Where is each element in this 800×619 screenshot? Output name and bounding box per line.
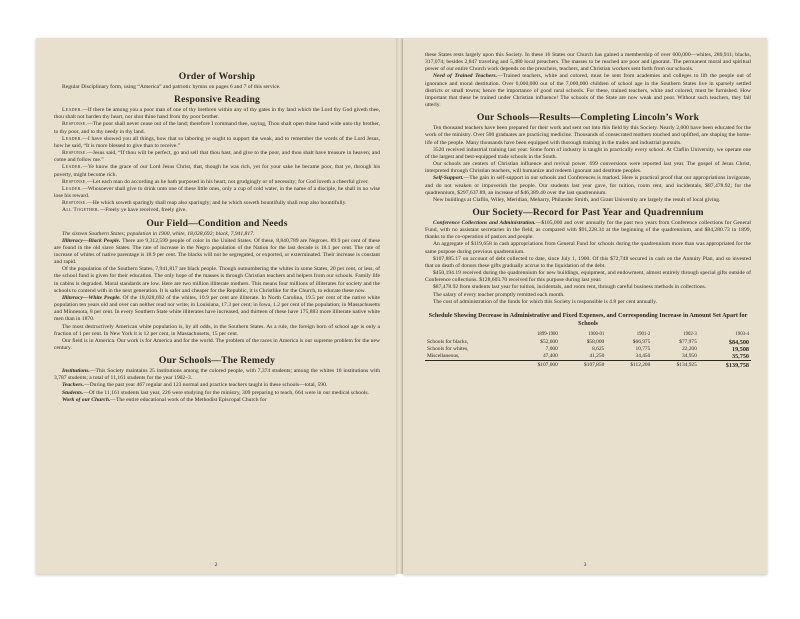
schedule-total-row	[425, 360, 751, 369]
right-page	[403, 38, 767, 574]
remedy-teachers: Teachers.—During the past year 467 regular and 123 normal and practice teachers taught in these schools—total, 590.	[62, 382, 328, 389]
church-work-continued: these States rests largely upon this Society. In these 16 States our Church has gained a membership of over 600,000—whites, 280,911; blacks, 317,074; besides 2,847 traveling and 5,480 local preachers. The masses to be reached are poor and ignorant. The permanent moral and spiritual power of our entire Church work depends on the preachers, teachers, and Christian workers sent forth from our schools.	[425, 52, 751, 73]
schedule-cell: 22,200	[681, 345, 697, 352]
reading-role: All Together.	[62, 207, 100, 214]
order-of-worship-heading: Order of Worship	[178, 71, 256, 82]
schedule-body	[425, 339, 751, 369]
record-heading: Our Society—Record for Past Year and Quadrennium	[472, 206, 704, 218]
schedule-cell: 10,775	[635, 345, 651, 352]
schedule-header-row	[425, 332, 751, 339]
schedule-title: Schedule Showing Decrease in Administrative and Fixed Expenses, and Corresponding Increase in Amount Set Apart for Schools	[428, 311, 748, 327]
schedule-cell: 8,625	[592, 345, 605, 352]
schedule-cell: 47,400	[542, 352, 558, 359]
schedule-cell: 41,250	[589, 352, 605, 359]
reading-verse	[54, 136, 380, 150]
left-page	[36, 38, 396, 574]
responsive-reading	[54, 107, 380, 214]
new-buildings: New buildings at Claflin, Wiley, Meridian, Meharry, Philander Smith, and Grant University are largely the result of local giving.	[433, 196, 721, 203]
schedule-cell: 7,000	[545, 345, 558, 352]
reading-text: —The poor shall never cease out of the land; therefore I command thee, saying, Thou shalt open thine hand wide unto thy brother, to thy poor, and to thy needy in thy land.	[54, 121, 380, 135]
field-illiteracy-black: Illiteracy—Black People. There are 9,312,599 people of color in the United States. Of these, 8,840,789 are Negroes. 89.9 per cent of these are found in the old slave States. The rate of increase in the Negro population of the Nation for the last decade is 18.1 per cent. The rate of increase of whites of native parentage is 18.9 per cent. The blacks will not be segregated, or exported, or exterminated. Their increase is constant and rapid.	[54, 237, 380, 266]
schedule-year: 1900-01	[588, 331, 605, 337]
remedy-institutions: Institutions.—This Society maintains 25 institutions among the colored people, with 7,374 students; among the whites 16 institutions with 3,787 students; a total of 11,161 students for the year 1902–3.	[54, 368, 380, 382]
schedule-total-blank	[425, 360, 512, 369]
reading-verse	[54, 186, 380, 200]
field-illiteracy-white: Illiteracy—White People. Of the 18,028,692 of the whites, 10.9 per cent are illiterate. In North Carolina, 19.5 per cent of the native white population ten years old and over can neither read nor write; in Louisiana, 17.3 per cent; in Iowa, 1.2 per cent of the population; in Massachusetts and Minnesota, 8 per cent. In every Southern State white illiterates have increased, and thirteen of these have 175,883 more illiterate native white men than in 1870.	[54, 294, 380, 323]
results-christian-influence: Our schools are centers of Christian influence and revival power. 699 conversions were reported last year. The gospel of Jesus Christ, interpreted through Christian teachers, will humanize and redeem ignorant and destitute peoples.	[425, 161, 751, 175]
reading-text: —I have showed you all things, how that so laboring ye ought to support the weak, and to remember the words of the Lord Jesus, how he said, “It is more blessed to give than to receive.”	[54, 135, 380, 149]
reading-role: Response.	[62, 121, 88, 128]
reading-role: Response.	[62, 150, 88, 157]
schedule-row	[425, 339, 751, 346]
schedule-cell: 35,750	[731, 352, 749, 360]
reading-text: —If there be among you a poor man of one of thy brethren within any of thy gates in thy land which the Lord thy God giveth thee, thou shalt not harden thy heart, nor shut thine hand from thy poor brother.	[54, 107, 380, 121]
field-southern-population: Of the population of the Southern States, 7,941,817 are black people. Though outnumbering the whites in some States, 20 per cent, or less, of the school fund is given for their education. The only hope of the masses is through Christian teachers and helpers from our schools. Family life in cabins is degraded. Moral standards are low. Here are two million illiterate mothers. This means four millions of illiterates for society and the schools to contend with in the next generation. It is safer and cheaper for the Republic, it is Christlike for the Church, to educate these now.	[54, 266, 380, 294]
record-collections: Conference Collections and Administration.—$105,000 and over annually for the past two years from Conference collections for General Fund, with no assistant secretaries in the field, as compared with $91,228.34 at the beginning of the quadrennium, and $84,280.73 in 1899, thanks to the co-operation of pastors and people.	[425, 219, 751, 241]
reading-role: Response.	[62, 200, 88, 207]
reading-text: —He which soweth sparingly shall reap also sparingly; and he which soweth bountifully shall reap also bountifully.	[87, 200, 347, 207]
schedule-total: $107,000	[512, 360, 560, 369]
page-number-left: 2	[214, 562, 218, 568]
schedule-cell: $66,975	[632, 338, 651, 345]
order-of-worship-text: Regular Disciplinary form, using “America” and patriotic hymns on pages 6 and 7 of this service.	[62, 84, 281, 90]
trained-teachers: Need of Trained Teachers.—Trained teachers, white and colored, must be sent from academies and colleges to lift the people out of ignorance and moral destitution. Over 6,000,000 out of the 7,000,000 children of school age in the Southern States live in sparsely settled districts or small towns; hence the importance of good rural schools. For these, trained teachers, white and colored, must be furnished. How important that these be trained under Christian influence! The schools of the State are now weak and poor. Without such teachers, they fall utterly.	[425, 73, 751, 109]
field-foreign-born: The most destructively American white population is, by all odds, in the Southern States. As a rule, the foreign born of school age is only a fraction of 1 per cent. In New York it is 12 per cent, in Massachusetts, 15 per cent.	[54, 323, 380, 337]
schedule-row	[425, 353, 751, 361]
schedule-cell: $58,000	[586, 338, 605, 345]
reading-verse	[54, 179, 380, 186]
schedule-table	[425, 332, 751, 369]
reading-verse	[54, 207, 380, 214]
schedule-cell: 19,508	[731, 345, 749, 353]
reading-role: Leader.	[62, 164, 83, 171]
record-salary: The salary of every teacher promptly remitted each month.	[433, 291, 565, 298]
schedule-cell: $84,500	[728, 338, 749, 346]
record-buildings: $450,194.19 received during the quadrennium for new buildings, equipment, and endowment, almost entirely through special gifts outside of Conference collections. $128,603.70 received for this purpose during last year.	[425, 270, 751, 284]
field-population: The sixteen Southern States; population in 1900, white, 18,028,692; black, 7,941,817.	[62, 230, 255, 237]
reading-role: Leader.	[62, 135, 83, 142]
results-industrial: 3520 received industrial training last year. Some form of industry is taught in practically every school. At Claflin University, we operate one of the largest and best-equipped trade schools in the South.	[425, 146, 751, 160]
reading-verse	[54, 107, 380, 121]
our-field-heading: Our Field—Condition and Needs	[146, 217, 288, 229]
book-gutter	[396, 38, 403, 574]
remedy-students: Students.—Of the 11,161 students last year, 226 were studying for the ministry, 309 preparing to teach, 664 were in our medical schools.	[62, 389, 369, 396]
schedule-row-label: Miscellaneous,	[427, 352, 460, 359]
responsive-reading-heading: Responsive Reading	[174, 94, 260, 106]
schedule-year: 1899-1900	[537, 331, 558, 337]
reading-role: Leader.	[62, 185, 83, 192]
schedule-cell: $77,975	[679, 338, 697, 345]
remedy-church-work: Work of our Church.—The entire educational work of the Methodist Episcopal Church for	[62, 396, 267, 403]
reading-text: —Freely ye have received, freely give.	[99, 207, 187, 214]
record-appropriations: An aggregate of $119,658 in cash appropriations from General Fund for schools during the quadrennium more than was appropriated for the same purpose during previous quadrennium.	[425, 241, 751, 255]
record-students: $87,478.92 from students last year for tuition, incidentals, and room rent, through careful business methods in collections.	[433, 284, 707, 291]
reading-verse	[54, 164, 380, 178]
results-teachers: Ten thousand teachers have been prepared for their work and sent out into this field by this Society. Nearly 2,000 have been educated for the work of the ministry. Over 500 graduates are practicing medicine. Thousands of consecrated mothers touched and uplifted, are shaping the home-life of the people. Many thousands have been equipped with thorough training in the trades and industrial pursuits.	[425, 125, 751, 146]
reading-text: —Jesus said, “If thou wilt be perfect, go and sell that thou hast, and give to the poor, and thou shalt have treasure in heaven; and come and follow me.”	[54, 150, 380, 164]
schedule-year: 1901-2	[636, 331, 651, 337]
schedule-row-label: Schools for blacks,	[427, 338, 469, 345]
record-debt: $107,885.17 on account of debt collected to date, since July 1, 1900. Of this $72,748 secured in cash on the Annuity Plan, and so invested that on death of donors these gifts gradually accrue to the liquidation of the debt.	[425, 255, 751, 269]
self-support: Self-Support.—The gain in self-support in our schools and Conferences is marked. Here is practical proof that our appropriations invigorate, and do not weaken or impoverish the people. Our students last year gave, for tuition, room rent, and incidentals, $87,478.92; for the quadrennium, $297,637.89, an increase of $46,389.40 over the last quadrennium.	[425, 175, 751, 196]
reading-verse	[54, 150, 380, 164]
schedule-row	[425, 346, 751, 353]
schedule-total: $107,850	[560, 360, 606, 369]
schedule-total: $139,758	[699, 360, 751, 369]
reading-role: Response.	[62, 178, 88, 185]
our-schools-remedy-heading: Our Schools—The Remedy	[158, 355, 276, 367]
schedule-header-blank	[425, 332, 512, 339]
schedule-cell: 34,450	[635, 352, 651, 359]
field-problem: Our field is in America. Our work is for America and for the world. The problem of the races in America is our supreme problem for the new century.	[54, 337, 380, 351]
record-administration: The cost of administration of the funds for which this Society is responsible is 4.8 per cent annually.	[433, 298, 658, 305]
schedule-year: 1903-4	[735, 331, 749, 337]
schedule-row-label: Schools for whites,	[427, 345, 469, 352]
reading-text: —Whosoever shall give to drink unto one of these little ones, only a cup of cold water, in the name of a disciple, he shall in no wise lose his reward.	[54, 185, 380, 200]
schedule-cell: 34,950	[681, 352, 697, 359]
schedule-year: 1902-3	[683, 331, 697, 337]
results-heading: Our Schools—Results—Completing Lincoln’s Work	[476, 112, 700, 124]
reading-text: —Let each man do according as he hath purposed in his heart, not grudgingly or of necessity; for God loveth a cheerful giver.	[87, 178, 369, 185]
schedule-total: $112,200	[606, 360, 652, 369]
page-number-right: 3	[583, 562, 587, 568]
schedule-total: $134,925	[652, 360, 698, 369]
schedule-cell: $52,600	[540, 338, 558, 345]
reading-text: —Ye know the grace of our Lord Jesus Christ, that, though he was rich, yet for your sake he became poor, that ye, through his poverty, might become rich.	[54, 164, 380, 178]
reading-role: Leader.	[62, 107, 83, 114]
reading-verse	[54, 121, 380, 135]
